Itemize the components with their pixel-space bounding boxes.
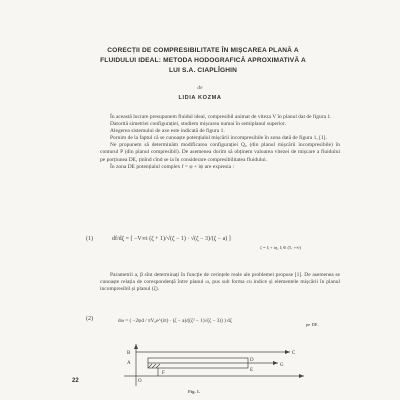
page-number: 22	[72, 378, 79, 384]
arrow-right-icon	[285, 350, 290, 354]
paragraph: Ne propunem să determinăm modificarea configurației Q₀ (din planul mișcării incompresibile) în conturul P (din planul compresibil). De asemenea dorim să obținem valoarea vitezei de mișcare a fluidului pe porțiunea DE, ținînd cînd se ia în considerare compresibilitatea fluidului.	[100, 142, 340, 163]
equation-2: dω = ( −2ψd / πV₀e^(iπ) · (ζ − a)/((ζ² − 1)√(ζ − 3)) ) dζ	[118, 318, 232, 324]
paragraph: Pornim de la faptul că se cunoaște potențialul mișcării incompresibile în zona dată de figura 1, [1].	[110, 135, 327, 142]
hatch-mark	[152, 364, 156, 368]
paragraph: Alegerea sistemului de axe este indicată de figura 1.	[110, 128, 225, 135]
figure-label: O	[138, 379, 142, 384]
arrow-right-icon	[273, 361, 278, 365]
hatch-mark	[148, 364, 152, 368]
paragraph: Parametrii a, β sînt determinați în funcție de cerințele reale ale problemei propuse [1]. De asemenea se cunoaște relația de corespondență între planul ω, pus sub forma cu indice și elementele mișcării în planul incompresibil și planul (ζ).	[100, 272, 340, 293]
equation-1: df/dζ = [ −V∞i (ζ + 1)/√(ζ − 1) · √(ζ − 3)/(ζ − a) ]	[112, 236, 231, 242]
figure-label: G	[280, 363, 284, 368]
hatch-mark	[156, 364, 160, 368]
figure-label: C	[292, 351, 296, 356]
title-line: FLUIDULUI IDEAL: METODA HODOGRAFICĂ APROXIMATIVĂ A	[100, 57, 306, 64]
title-line: CORECȚII DE COMPRESIBILITATE ÎN MIȘCAREA PLANĂ A	[107, 47, 299, 54]
paragraph: Datorită simetriei configurației, studiem mișcarea numai în semiplanul superior.	[110, 121, 286, 128]
equation-1-condition: ζ = ξ + iη, ξ ∈ (5, +∞)	[260, 245, 301, 250]
by-line: de	[197, 85, 203, 91]
parameters-paragraph	[100, 272, 340, 293]
figure-label: D	[250, 358, 254, 363]
title-line: LUI S.A. CIAPLÎGHIN	[168, 67, 238, 74]
paragraph: În această lucrare presupunem fluidul ideal, compresibil animat de viteza V în planul dat de figura 1.	[110, 114, 332, 120]
figure-label: F	[162, 371, 165, 376]
paragraph: În zona DE potențialul complex f = φ + iψ are expresia :	[110, 163, 235, 170]
intro-text	[100, 114, 340, 171]
figure-1-diagram	[118, 342, 308, 388]
figure-caption: Fig. 1.	[188, 389, 201, 394]
equation-2-label: (2)	[86, 316, 93, 322]
figure-label: B	[127, 351, 131, 356]
figure-label: E	[250, 368, 254, 373]
figure-label: A	[127, 361, 131, 366]
article-title	[72, 46, 334, 76]
arrow-right-icon	[299, 374, 304, 378]
equation-2-condition: pe DE.	[306, 322, 319, 327]
author-name: LIDIA KOZMA	[178, 95, 222, 101]
arrow-up-icon	[134, 344, 138, 349]
equation-1-label: (1)	[86, 236, 93, 242]
